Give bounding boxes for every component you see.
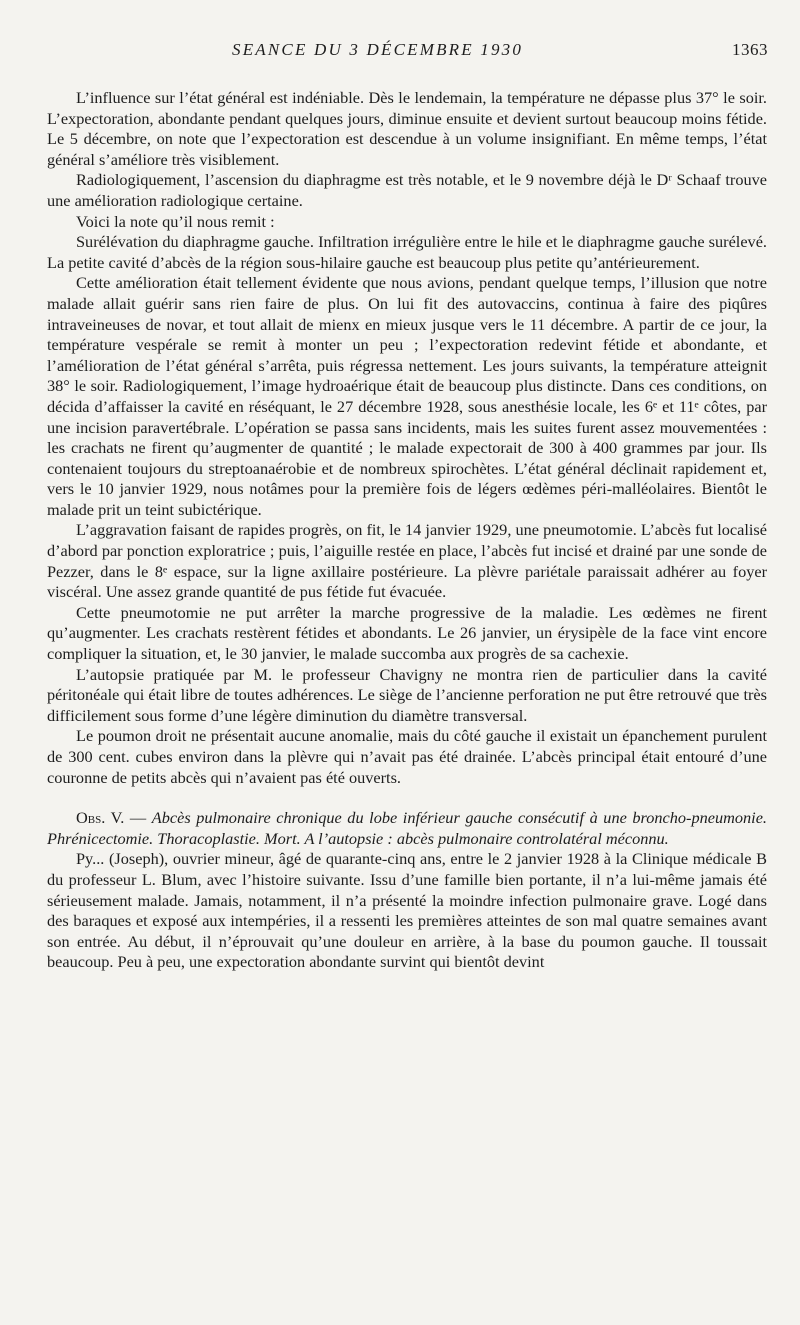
observation-dash: —	[124, 808, 152, 828]
running-title: SEANCE DU 3 DÉCEMBRE 1930	[232, 40, 524, 59]
observation-label: Obs. V.	[76, 808, 125, 828]
document-page	[47, 40, 767, 973]
body-text	[47, 88, 767, 973]
paragraph: L’influence sur l’état général est indéniable. Dès le lendemain, la température ne dépasse plus 37° le soir. L’expectoration, abondante pendant quelques jours, diminue ensuite et devient surtout beaucoup moins fétide. Le 5 décembre, on note que l’expectoration est descendue à un volume insignifiant. En même temps, l’état général s’améliore très visiblement.	[47, 88, 767, 169]
paragraph: Voici la note qu’il nous remit :	[76, 211, 275, 231]
paragraph: Le poumon droit ne présentait aucune anomalie, mais du côté gauche il existait un épanchement purulent de 300 cent. cubes environ dans la plèvre qui n’avait pas été drainée. L’abcès principal était entouré d’une couronne de petits abcès qui n’avaient pas été ouverts.	[47, 726, 767, 787]
paragraph: Cette pneumotomie ne put arrêter la marche progressive de la maladie. Les œdèmes ne firent qu’augmenter. Les crachats restèrent fétides et abondants. Le 26 janvier, un érysipèle de la face vint encore compliquer la situation, et, le 30 janvier, le malade succomba aux progrès de sa cachexie.	[47, 602, 767, 664]
paragraph: Radiologiquement, l’ascension du diaphragme est très notable, et le 9 novembre déjà le Dʳ Schaaf trouve une amélioration radiologique certaine.	[47, 170, 767, 210]
paragraph: L’aggravation faisant de rapides progrès, on fit, le 14 janvier 1929, une pneumotomie. L’abcès fut localisé d’abord par ponction exploratrice ; puis, l’aiguille restée en place, l’abcès fut incisé et drainé par une sonde de Pezzer, dans le 8ᵉ espace, sur la ligne axillaire postérieure. La plèvre pariétale paraissait adhérer au foyer viscéral. Une assez grande quantité de pus fétide fut évacuée.	[47, 520, 767, 602]
paragraph: Cette amélioration était tellement évidente que nous avions, pendant quelque temps, l’illusion que notre malade allait guérir sans rien faire de plus. On lui fit des autovaccins, continua à faire des piqûres intraveineuses de novar, et tout allait de mienx en mieux jusque vers le 11 décembre. A partir de ce jour, la température vespérale se remit à monter un peu ; l’expectoration redevint fétide et abondante, et l’amélioration de l’état général s’arrêta, puis régressa nettement. Les jours suivants, la température atteignit 38° le soir. Radiologiquement, l’image hydroaérique était de beaucoup plus distincte. Dans ces conditions, on décida d’affaisser la cavité en réséquant, le 27 décembre 1928, sous anesthésie locale, les 6ᵉ et 11ᵉ côtes, par une incision paravertébrale. L’opération se passa sans incidents, mais les suites furent assez mouvementées : les crachats ne firent qu’augmenter de quantité ; le malade expectorait de 300 à 400 grammes par jour. Ils contenaient toujours du streptoanaérobie et de nombreux spirochètes. L’état général déclinait rapidement et, vers le 10 janvier 1929, nous notâmes pour la première fois de légers œdèmes péri-malléolaires. Bientôt le malade prit un teint subictérique.	[47, 273, 767, 519]
case-paragraph: Py... (Joseph), ouvrier mineur, âgé de quarante-cinq ans, entre le 2 janvier 1928 à la Clinique médicale B du professeur L. Blum, avec l’histoire suivante. Issu d’une famille bien portante, il n’a lui-même jamais été sérieusement malade. Jamais, notamment, il n’a présenté la moindre infection pulmonaire grave. Logé dans des baraques et exposé aux intempéries, il a ressenti les premières atteintes de son mal quatre semaines avant son entrée. Au début, il n’éprouvait qu’une douleur en arrière, à la base du poumon gauche. Il toussait beaucoup. Peu à peu, une expectoration abondante survint qui bientôt devint	[47, 849, 767, 972]
observation-title: Abcès pulmonaire chronique du lobe inférieur gauche consécutif à une broncho-pneumonie. Phrénicectomie. Thoracoplastie. Mort. A l’autopsie : abcès pulmonaire controlatéral méconnu.	[47, 808, 767, 848]
paragraph: L’autopsie pratiquée par M. le professeur Chavigny ne montra rien de particulier dans la cavité péritonéale qui était libre de toutes adhérences. Le siège de l’ancienne perforation ne put être retrouvé que très difficilement sous forme d’une légère diminution du diamètre transversal.	[47, 664, 767, 725]
running-header	[47, 40, 767, 68]
paragraph: Surélévation du diaphragme gauche. Infiltration irrégulière entre le hile et le diaphragme gauche surélevé. La petite cavité d’abcès de la région sous-hilaire gauche est beaucoup plus petite qu’antérieurement.	[47, 232, 767, 272]
page-number: 1363	[732, 40, 768, 59]
observation-heading	[47, 808, 767, 849]
